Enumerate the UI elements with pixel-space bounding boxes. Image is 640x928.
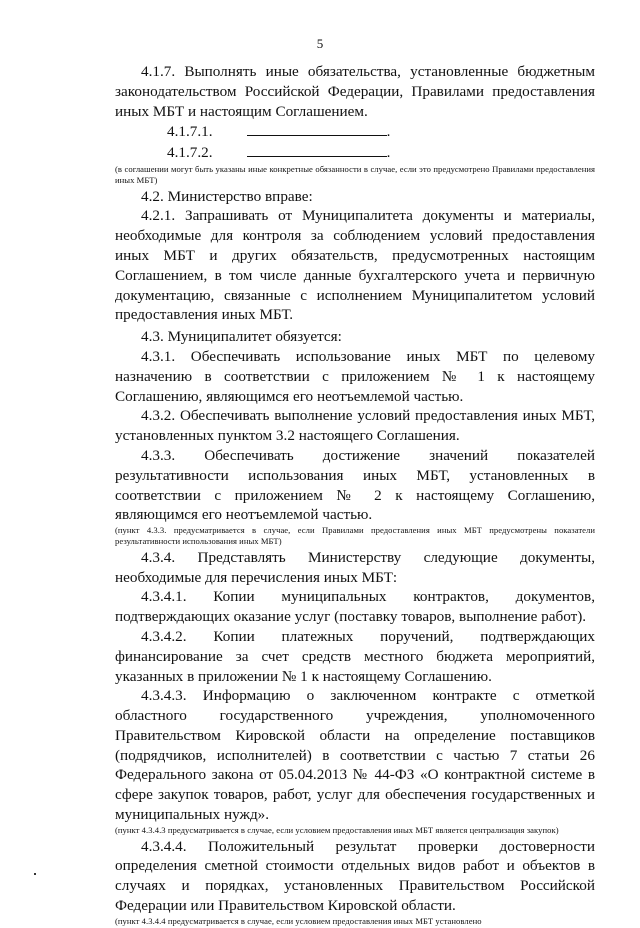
- footnote-4-3-3: (пункт 4.3.3. предусматривается в случае, если Правилами предоставления иных МБТ предусмотрены показатели результативности использования иных МБТ): [115, 525, 595, 546]
- paragraph-4-3: 4.3. Муниципалитет обязуется:: [141, 328, 342, 346]
- blank-fill-line: [247, 142, 387, 157]
- paragraph-4-3-3: 4.3.3. Обеспечивать достижение значений показателей результативности использования иных МБТ, установленных в соответствии с приложением № 2 к настоящему Соглашению, являющимся его неотъемлемой частью.: [115, 446, 595, 524]
- item-number: 4.1.7.1.: [167, 123, 213, 141]
- footnote-4-3-4-3: (пункт 4.3.4.3 предусматривается в случае, если условием предоставления иных МБТ является централизация закупок): [115, 824, 559, 835]
- paragraph-4-2-1: 4.2.1. Запрашивать от Муниципалитета документы и материалы, необходимые для контроля за соблюдением условий предоставления иных МБТ и других обязательств, предусмотренных настоящим Соглашением, в том числе данные бухгалтерского учета и первичную документацию, связанные с исполнением Муниципалитетом условий предоставления иных МБТ.: [115, 207, 595, 324]
- paragraph-4-3-4-3: 4.3.4.3. Информацию о заключенном контракте с отметкой областного государственного учреждения, уполномоченного Правительством Кировской области на определение поставщиков (подрядчиков, исполнителей) в соответствии с частью 7 статьи 26 Федерального закона от 05.04.2013 № 44-ФЗ «О контрактной системе в сфере закупок товаров, работ, услуг для обеспечения государственных и муниципальных нужд».: [115, 687, 595, 824]
- blank-fill-line: [247, 121, 387, 136]
- footnote-4-3-4-4: (пункт 4.3.4.4 предусматривается в случае, если условием предоставления иных МБТ установлено: [115, 915, 482, 926]
- paragraph-4-3-1: 4.3.1. Обеспечивать использование иных МБТ по целевому назначению в соответствии с приложением № 1 к настоящему Соглашению, являющимся его неотъемлемой частью.: [115, 347, 595, 405]
- paragraph-4-3-4-1: 4.3.4.1. Копии муниципальных контрактов, документов, подтверждающих оказание услуг (поставку товаров, выполнение работ).: [115, 588, 595, 626]
- scan-speck: [34, 873, 36, 875]
- blank-end-dot: .: [386, 123, 391, 141]
- page-number: 5: [316, 36, 324, 51]
- paragraph-4-3-2: 4.3.2. Обеспечивать выполнение условий предоставления иных МБТ, установленных пунктом 3.2 настоящего Соглашения.: [115, 407, 595, 445]
- paragraph-4-3-4-4: 4.3.4.4. Положительный результат проверки достоверности определения сметной стоимости отдельных видов работ и объектов в случаях и порядках, установленных Правительством Российской Федерации или Правительством Кировской области.: [115, 837, 595, 915]
- paragraph-4-1-7-1: [115, 121, 595, 142]
- paragraph-4-1-7: 4.1.7. Выполнять иные обязательства, установленные бюджетным законодательством Российской Федерации, Правилами предоставления иных МБТ и настоящим Соглашением.: [115, 63, 595, 120]
- paragraph-4-3-4-2: 4.3.4.2. Копии платежных поручений, подтверждающих финансирование за счет средств местного бюджета мероприятий, указанных в приложении № 1 к настоящему Соглашению.: [115, 627, 595, 685]
- blank-end-dot: .: [386, 144, 391, 162]
- paragraph-4-3-4: 4.3.4. Представлять Министерству следующие документы, необходимые для перечисления иных МБТ:: [115, 548, 595, 586]
- document-body: [115, 62, 595, 928]
- paragraph-4-2: 4.2. Министерство вправе:: [141, 187, 313, 205]
- footnote-obligations: (в соглашении могут быть указаны иные конкретные обязанности в случае, если это предусмотрено Правилами предоставления иных МБТ): [115, 163, 595, 185]
- paragraph-4-1-7-2: [115, 142, 595, 163]
- item-number: 4.1.7.2.: [167, 144, 213, 162]
